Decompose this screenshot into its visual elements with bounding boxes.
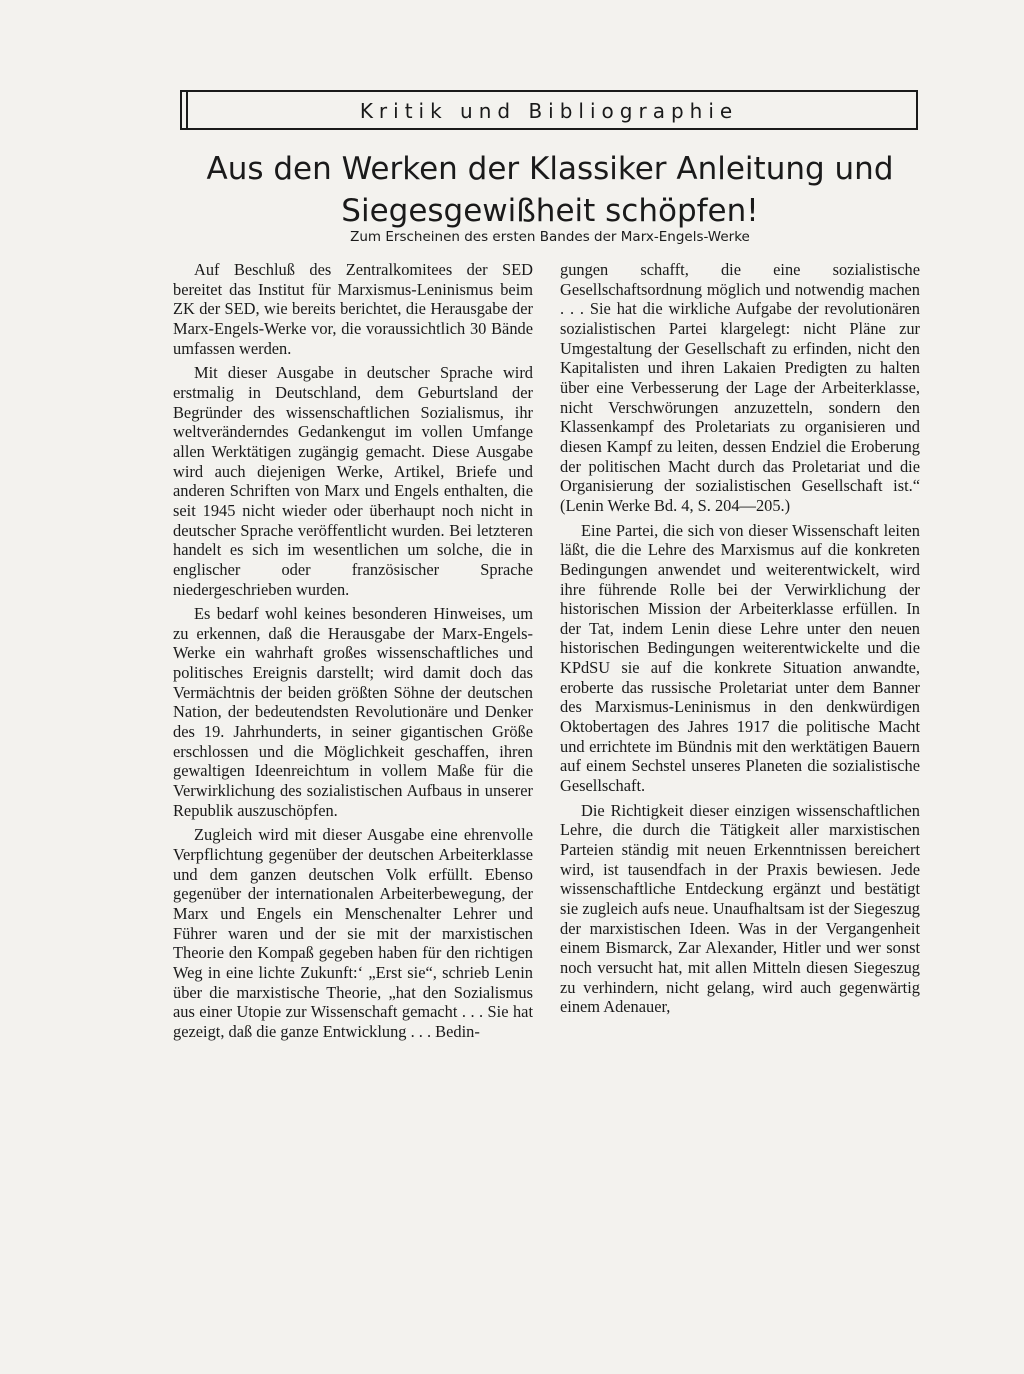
paragraph: Auf Beschluß des Zentralkomitees der SED bereitet das Institut für Marxismus-Leninismus beim ZK der SED, wie bereits berichtet, die Herausgabe der Marx-Engels-Werke vor, die voraussichtlich 30 Bände umfassen werden. <box>173 260 533 358</box>
article-title: Aus den Werken der Klassiker Anleitung und Siegesgewißheit schöpfen! <box>206 151 894 229</box>
paragraph: gungen schafft, die eine sozialistische Gesellschaftsordnung möglich und notwendig machen . . . Sie hat die wirkliche Aufgabe der revolutionären sozialistischen Partei klargelegt: nicht Pläne zur Umgestaltung der Gesellschaft zu erfinden, nicht den Kapitalisten und ihren Lakaien Predigten zu halten über eine Verbesserung der Lage der Arbeiterklasse, nicht Verschwörungen anzuzetteln, sondern den Klassenkampf des Proletariats zu organisieren und diesen Kampf zu leiten, dessen Endziel die Eroberung der politischen Macht durch das Proletariat und die Organisierung der sozialistischen Gesellschaft ist.“ (Lenin Werke Bd. 4, S. 204—205.) <box>560 260 920 515</box>
section-title: Kritik und Bibliographie <box>359 99 739 123</box>
paragraph: Eine Partei, die sich von dieser Wissenschaft leiten läßt, die die Lehre des Marxismus auf die konkreten Bedingungen anwendet und weiterentwickelt, wird ihre führende Rolle bei der Verwirklichung der historischen Mission der Arbeiterklasse erfüllen. In der Tat, indem Lenin diese Lehre unter den neuen historischen Bedingungen weiterentwickelte und die KPdSU sie auf die konkrete Situation anwandte, eroberte das russische Proletariat unter dem Banner des Marxismus-Leninismus in den denkwürdigen Oktobertagen des Jahres 1917 die politische Macht und errichtete im Bündnis mit den werktätigen Bauern auf einem Sechstel unseres Planeten die sozialistische Gesellschaft. <box>560 520 920 796</box>
paragraph: Zugleich wird mit dieser Ausgabe eine ehrenvolle Verpflichtung gegenüber der deutschen Arbeiterklasse und dem ganzen deutschen Volk erfüllt. Ebenso gegenüber der internationalen Arbeiterbewegung, der Marx und Engels ein Menschenalter Lehrer und Führer waren und der sie mit der marxistischen Theorie den Kompaß gegeben haben für den richtigen Weg in eine lichte Zukunft:‘ „Erst sie“, schrieb Lenin über die marxistische Theorie, „hat den Sozialismus aus einer Utopie zur Wissenschaft gemacht . . . Sie hat gezeigt, daß die ganze Entwicklung . . . Bedin- <box>173 825 533 1041</box>
article-subtitle: Zum Erscheinen des ersten Bandes der Marx-Engels-Werke <box>350 229 750 245</box>
paragraph: Die Richtigkeit dieser einzigen wissenschaftlichen Lehre, die durch die Tätigkeit aller marxistischen Parteien ständig mit neuen Erkenntnissen bereichert wird, ist tausendfach in der Praxis bewiesen. Jede wissenschaftliche Entdeckung ergänzt und bestätigt sie zugleich aufs neue. Unaufhaltsam ist der Siegeszug der marxistischen Ideen. Was in der Vergangenheit einem Bismarck, Zar Alexander, Hitler und wer sonst noch versucht hat, mit allen Mitteln diesen Siegeszug zu verhindern, nicht gelang, wird auch gegenwärtig einem Adenauer, <box>560 800 920 1017</box>
right-column <box>560 260 920 1022</box>
paragraph: Mit dieser Ausgabe in deutscher Sprache wird erstmalig in Deutschland, dem Geburtsland der Begründer des wissenschaftlichen Sozialismus, ihr weltveränderndes Gedankengut im vollen Umfange allen Werktätigen zugängig gemacht. Diese Ausgabe wird auch diejenigen Werke, Artikel, Briefe und anderen Schriften von Marx und Engels enthalten, die seit 1945 nicht wieder oder überhaupt noch nicht in deutscher Sprache veröffentlicht wurden. Bei letzteren handelt es sich im wesentlichen um solche, die in englischer oder französischer Sprache niedergeschrieben wurden. <box>173 363 533 599</box>
paragraph: Es bedarf wohl keines besonderen Hinweises, um zu erkennen, daß die Herausgabe der Marx-Engels-Werke ein wahrhaft großes wissenschaftliches und politisches Ereignis darstellt; wird damit doch das Vermächtnis der beiden größten Söhne der deutschen Nation, der bedeutendsten Revolutionäre und Denker des 19. Jahrhunderts, in seiner gigantischen Größe erschlossen und die Möglichkeit geschaffen, ihren gewaltigen Ideenreichtum in vollem Maße für die Verwirklichung des sozialistischen Aufbaus in unserer Republik auszuschöpfen. <box>173 604 533 820</box>
left-column <box>173 260 533 1047</box>
section-header-box <box>180 90 918 130</box>
